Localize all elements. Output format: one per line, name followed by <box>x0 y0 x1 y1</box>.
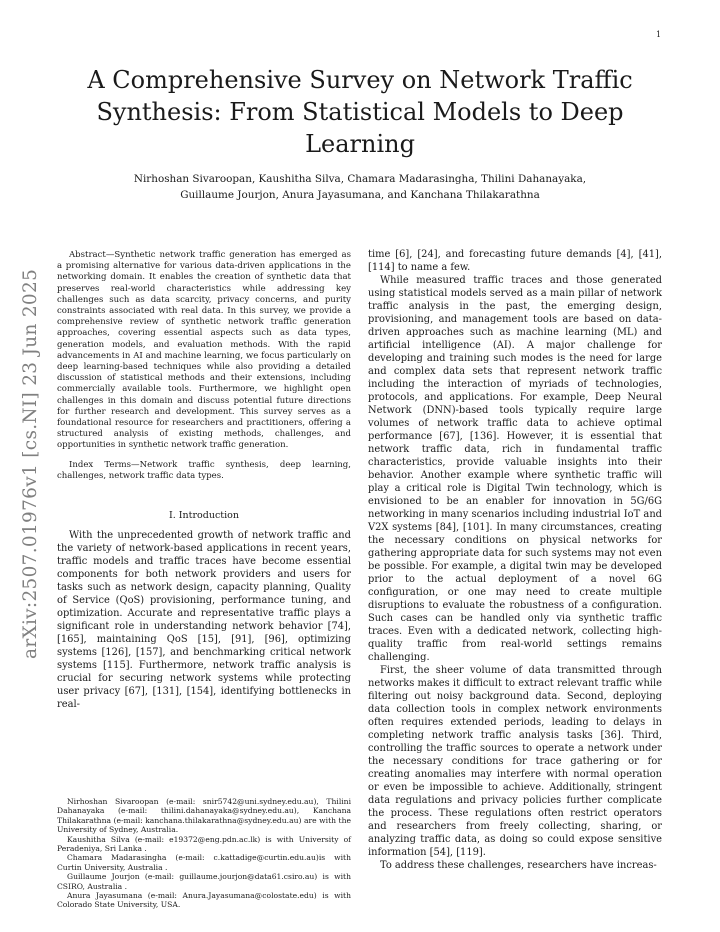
author-footnotes <box>57 797 351 910</box>
right-column <box>368 248 662 872</box>
section-heading-introduction: I. Introduction <box>169 510 239 522</box>
index-terms: Index Terms—Network traffic synthesis, deep learning, challenges, network traffic data types. <box>57 459 351 481</box>
right-paragraph-4: To address these challenges, researchers have increas- <box>380 860 657 871</box>
page-number: 1 <box>656 30 662 39</box>
right-paragraph-3: First, the sheer volume of data transmitted through networks makes it difficult to extract relevant traffic while filtering out noisy background data. Second, deploying data collection tools in complex network environments often requires extended periods, leading to delays in completing network traffic analysis tasks [36]. Third, controlling the traffic sources to operate a network under the necessary conditions for trace gathering or for creating anomalies may interfere with normal operation or even be impossible to achieve. Additionally, stringent data regulations and privacy policies further complicate the process. These regulations often restrict operators and researchers from freely collecting, sharing, or analyzing traffic data, as doing so could expose sensitive information [54], [119]. <box>368 665 662 858</box>
footnote-colorado-state: Anura Jayasumana (e-mail: Anura.Jayasumana@colostate.edu) is with Colorado State University, USA. <box>57 891 351 910</box>
footnote-csiro: Guillaume Jourjon (e-mail: guillaume.jourjon@data61.csiro.au) is with CSIRO, Australia . <box>57 872 351 891</box>
abstract: Abstract—Synthetic network traffic generation has emerged as a promising alternative for various data-driven applications in the networking domain. It enables the creation of synthetic data that preserves real-world characteristics while addressing key challenges such as data scarcity, privacy concerns, and purity constraints associated with real data. In this survey, we provide a comprehensive review of synthetic network traffic generation approaches, covering essential aspects such as data types, generation models, and evaluation methods. With the rapid advancements in AI and machine learning, we focus particularly on deep learning-based techniques while also providing a detailed discussion of statistical methods and their extensions, including commercially available tools. Furthermore, we highlight open challenges in this domain and discuss potential future directions for further research and development. This survey serves as a foundational resource for researchers and practitioners, offering a structured analysis of existing methods, challenges, and opportunities in synthetic network traffic generation. <box>57 250 351 451</box>
left-column <box>57 250 351 711</box>
footnote-sydney-authors: Nirhoshan Sivaroopan (e-mail: snir5742@uni.sydney.edu.au), Thilini Dahanayaka (e-mail: thilini.dahanayaka@sydney.edu.au), Kanchana Thilakarathna (e-mail: kanchana.thilakarathna@sydney.edu.au) are with the University of Sydney, Australia. <box>57 797 351 835</box>
arxiv-identifier-stamp: arXiv:2507.01976v1 [cs.NI] 23 Jun 2025 <box>20 268 41 660</box>
intro-paragraph-1: With the unprecedented growth of network traffic and the variety of network-based applications in recent years, traffic models and traffic traces have become essential components for both network providers and users for tasks such as network design, capacity planning, Quality of Service (QoS) provisioning, performance tuning, and optimization. Accurate and representative traffic plays a significant role in understanding network behavior [74], [165], maintaining QoS [15], [91], [96], optimizing systems [126], [157], and benchmarking critical network systems [115]. Furthermore, network traffic analysis is crucial for securing network systems while protecting user privacy [67], [131], [154], identifying bottlenecks in real- <box>57 530 351 711</box>
right-paragraph-2: While measured traffic traces and those generated using statistical models served as a main pillar of network traffic analysis in the past, the emerging design, provisioning, and management tools are based on data-driven approaches such as machine learning (ML) and artificial intelligence (AI). A major challenge for developing and training such modes is the need for large and complex data sets that represent network traffic including the interaction of myriads of technologies, protocols, and applications. For example, Deep Neural Network (DNN)-based tools typically require large volumes of network traffic data to achieve optimal performance [67], [136]. However, it is essential that network traffic data, rich in fundamental traffic characteristics, provide valuable insights into their behavior. Another example where synthetic traffic will play a critical role is Digital Twin technology, which is envisioned to be an enabler for innovation in 5G/6G networking in many scenarios including industrial IoT and V2X systems [84], [101]. In many circumstances, creating the necessary conditions on physical networks for gathering appropriate data for such systems may not even be possible. For example, a digital twin may be developed prior to the actual deployment of a novel 6G configuration, or one may need to create multiple disruptions to evaluate the robustness of a configuration. Such cases can be handled only via synthetic traffic traces. Even with a dedicated network, collecting high-quality traffic from real-world settings remains challenging. <box>368 275 662 663</box>
authors-line-2: Guillaume Jourjon, Anura Jayasumana, and Kanchana Thilakarathna <box>180 189 540 201</box>
right-paragraph-1: time [6], [24], and forecasting future demands [4], [41], [114] to name a few. <box>368 249 662 273</box>
author-list <box>90 171 630 203</box>
authors-line-1: Nirhoshan Sivaroopan, Kaushitha Silva, Chamara Madarasingha, Thilini Dahanayaka, <box>133 173 587 185</box>
paper-title: A Comprehensive Survey on Network Traffic Synthesis: From Statistical Models to Deep Learning <box>87 66 633 158</box>
footnote-curtin: Chamara Madarasingha (e-mail: c.kattadige@curtin.edu.au)is with Curtin University, Australia . <box>57 853 351 872</box>
footnote-peradeniya: Kaushitha Silva (e-mail: e19372@eng.pdn.ac.lk) is with University of Peradeniya, Sri Lanka . <box>57 834 351 854</box>
